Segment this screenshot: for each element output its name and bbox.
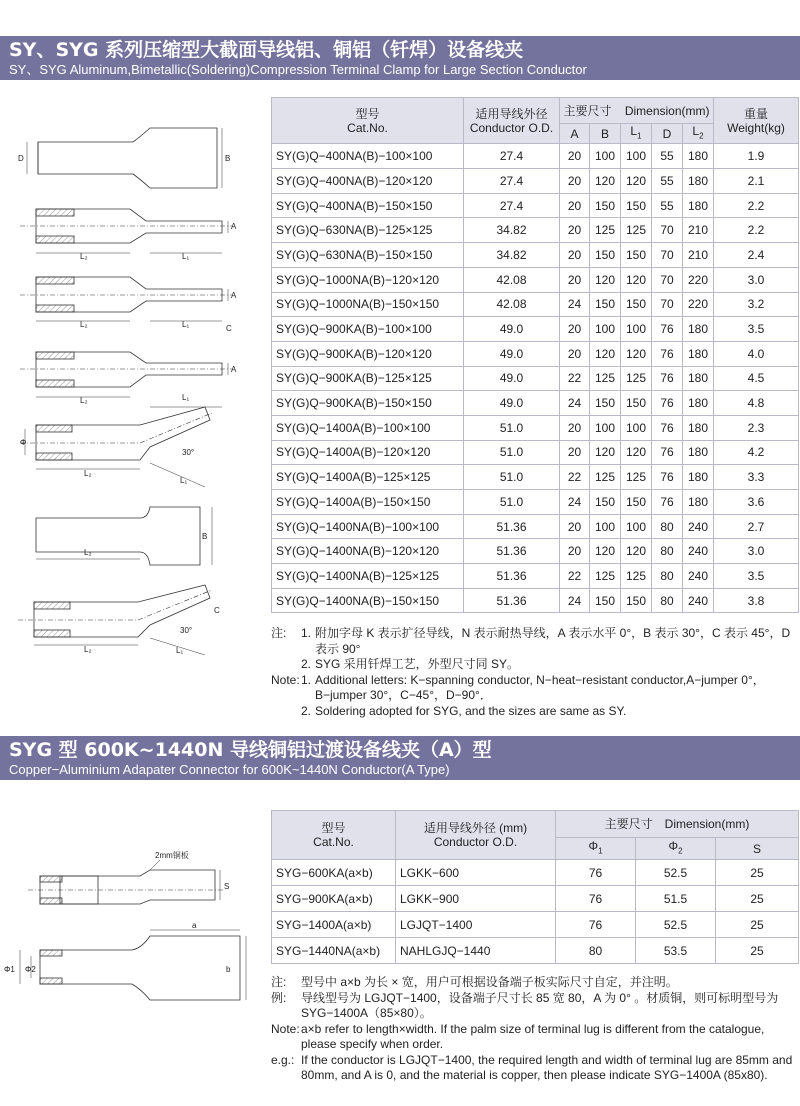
- table-cell: SYG−900KA(a×b): [272, 886, 396, 912]
- table-cell: 180: [683, 415, 714, 440]
- table-cell: 180: [683, 391, 714, 416]
- table-cell: 76: [556, 912, 636, 938]
- table-row: [272, 886, 799, 912]
- header-B: B: [590, 124, 621, 144]
- table-cell: 3.8: [714, 588, 799, 613]
- table-cell: 20: [560, 539, 590, 564]
- note-en-1: Note: 1. Additional letters: K−spanning conductor, N−heat−resistant conductor,A−jumper 0°，B−jumper 30°，C−45°，D−90°．: [271, 672, 765, 702]
- table-cell: 125: [590, 366, 621, 391]
- table-cell: 80: [652, 539, 683, 564]
- table-cell: SY(G)Q−1400NA(B)−125×125: [272, 564, 464, 589]
- table-cell: 120: [621, 440, 652, 465]
- table-row: [272, 169, 799, 194]
- table-cell: 4.5: [714, 366, 799, 391]
- table-cell: 20: [560, 440, 590, 465]
- table-cell: 80: [556, 938, 636, 964]
- table-cell: 22: [560, 564, 590, 589]
- table-cell: 20: [560, 144, 590, 169]
- table-cell: 120: [621, 267, 652, 292]
- label-B: B: [225, 154, 231, 163]
- table-cell: SY(G)Q−1400A(B)−120×120: [272, 440, 464, 465]
- table-cell: 3.3: [714, 465, 799, 490]
- label-A: A: [231, 222, 237, 231]
- table-cell: 20: [560, 317, 590, 342]
- note-cn-example: 例: 导线型号为 LGJQT−1400，设备端子尺寸长 85 宽 80，A 为 0° 。材质铜，则可标明型号为 SYG−1400A（85×80）。: [271, 990, 779, 1020]
- table-cell: 100: [621, 514, 652, 539]
- table-cell: 49.0: [464, 366, 560, 391]
- table-cell: 240: [683, 564, 714, 589]
- table-row: [272, 292, 799, 317]
- drawing-clamp-section-2: [20, 277, 237, 333]
- table-cell: SY(G)Q−1400A(B)−125×125: [272, 465, 464, 490]
- table-row: [272, 391, 799, 416]
- table-cell: 150: [621, 391, 652, 416]
- table-cell: 180: [683, 144, 714, 169]
- table-row: [272, 144, 799, 169]
- header-model: 型号 Cat.No.: [272, 811, 396, 860]
- table-cell: 76: [652, 366, 683, 391]
- table-cell: 76: [556, 886, 636, 912]
- table-cell: 100: [621, 144, 652, 169]
- table-cell: 3.0: [714, 267, 799, 292]
- table-cell: 150: [621, 243, 652, 268]
- table-cell: 70: [652, 243, 683, 268]
- table-cell: SY(G)Q−630NA(B)−150×150: [272, 243, 464, 268]
- label-phi1: Φ1: [4, 965, 15, 974]
- label-L2: L₂: [84, 645, 92, 654]
- table-cell: 20: [560, 218, 590, 243]
- table-cell: 150: [590, 243, 621, 268]
- table-cell: 25: [716, 938, 799, 964]
- table-row: [272, 243, 799, 268]
- table-cell: 34.82: [464, 218, 560, 243]
- table-cell: 180: [683, 341, 714, 366]
- table-cell: 76: [652, 341, 683, 366]
- label-A: A: [231, 365, 237, 374]
- table-cell: 20: [560, 415, 590, 440]
- table-cell: 120: [590, 267, 621, 292]
- label-B: B: [202, 532, 208, 541]
- table-cell: 20: [560, 243, 590, 268]
- table-cell: 53.5: [636, 938, 716, 964]
- table-cell: SY(G)Q−400NA(B)−150×150: [272, 193, 464, 218]
- label-D: D: [18, 154, 24, 163]
- table-cell: SY(G)Q−400NA(B)−100×100: [272, 144, 464, 169]
- header-conductor-od: 适用导线外径 Conductor O.D.: [464, 98, 560, 144]
- header-dimension: 主要尺寸 Dimension(mm): [556, 811, 799, 838]
- table-cell: 2.7: [714, 514, 799, 539]
- table-cell: 49.0: [464, 317, 560, 342]
- table-cell: SY(G)Q−1400A(B)−150×150: [272, 490, 464, 515]
- table-cell: 150: [621, 292, 652, 317]
- table-cell: 100: [590, 415, 621, 440]
- table-cell: LGJQT−1400: [396, 912, 556, 938]
- table-row: [272, 564, 799, 589]
- table-cell: 4.8: [714, 391, 799, 416]
- table-cell: 100: [590, 317, 621, 342]
- header-A: A: [560, 124, 590, 144]
- section1-technical-drawings: [0, 95, 262, 655]
- table-cell: 4.0: [714, 341, 799, 366]
- section2-notes: [271, 975, 799, 1084]
- table-cell: 55: [652, 193, 683, 218]
- label-C: C: [226, 324, 232, 333]
- table-cell: 220: [683, 292, 714, 317]
- table-cell: 80: [652, 514, 683, 539]
- table-cell: 150: [621, 193, 652, 218]
- table-cell: 51.36: [464, 564, 560, 589]
- section1-notes: [271, 626, 799, 719]
- table-cell: 20: [560, 267, 590, 292]
- table-row: [272, 317, 799, 342]
- table-cell: 120: [590, 539, 621, 564]
- table-cell: 150: [590, 490, 621, 515]
- table-cell: 180: [683, 440, 714, 465]
- table-cell: 125: [621, 366, 652, 391]
- table-cell: SYG−1400A(a×b): [272, 912, 396, 938]
- table-cell: 76: [652, 465, 683, 490]
- table-row: [272, 366, 799, 391]
- table-cell: 22: [560, 366, 590, 391]
- table-cell: 20: [560, 341, 590, 366]
- table-cell: 24: [560, 391, 590, 416]
- drawing-clamp-outline: [18, 128, 230, 188]
- note-cn-1: 注: 1. 附加字母 K 表示扩径导线，N 表示耐热导线，A 表示水平 0°，B 表示 30°，C 表示 45°，D 表示 90°: [271, 626, 791, 656]
- table-cell: 51.0: [464, 465, 560, 490]
- label-angle: 30°: [180, 626, 193, 635]
- label-C: C: [214, 606, 220, 615]
- table-cell: 51.5: [636, 886, 716, 912]
- table-cell: 51.36: [464, 514, 560, 539]
- table-cell: 55: [652, 169, 683, 194]
- section1-title-en: SY、SYG Aluminum,Bimetallic(Soldering)Compression Terminal Clamp for Large Section Conductor: [9, 62, 587, 77]
- label-angle: 30°: [182, 448, 195, 457]
- header-D: D: [652, 124, 683, 144]
- table-cell: NAHLGJQ−1440: [396, 938, 556, 964]
- table-cell: SY(G)Q−900KA(B)−120×120: [272, 341, 464, 366]
- table-cell: 150: [590, 391, 621, 416]
- header-conductor-od: 适用导线外径 (mm) Conductor O.D.: [396, 811, 556, 860]
- table-cell: 80: [652, 564, 683, 589]
- note-en-1: Note: a×b refer to length×width. If the palm size of terminal lug is different from the catalogue, please specify when order.: [271, 1021, 765, 1051]
- table-cell: 52.5: [636, 912, 716, 938]
- section2-spec-table: [271, 810, 799, 964]
- header-L2: $L_2$: [683, 124, 714, 144]
- table-cell: 220: [683, 267, 714, 292]
- header-S: S: [716, 838, 799, 860]
- label-L1: L₁: [182, 252, 190, 261]
- note-en-example: e.g.: If the conductor is LGJQT−1400, the required length and width of terminal lug are 85mm and 80mm, and A is 0, and the material is copper, then please indicate SYG−1400A (85x80).: [271, 1052, 793, 1082]
- section1-table-body: [272, 144, 799, 613]
- table-cell: 125: [590, 465, 621, 490]
- table-cell: 180: [683, 317, 714, 342]
- table-row: [272, 514, 799, 539]
- table-cell: 240: [683, 539, 714, 564]
- table-row: [272, 860, 799, 886]
- drawing-clamp-angled-2: [18, 585, 220, 655]
- label-a: a: [192, 921, 197, 930]
- table-cell: 2.2: [714, 193, 799, 218]
- table-cell: 180: [683, 366, 714, 391]
- table-cell: 27.4: [464, 169, 560, 194]
- table-cell: 27.4: [464, 193, 560, 218]
- table-cell: 2.1: [714, 169, 799, 194]
- table-cell: 76: [652, 391, 683, 416]
- table-row: [272, 415, 799, 440]
- table-cell: LGKK−900: [396, 886, 556, 912]
- table-cell: 100: [590, 144, 621, 169]
- table-cell: 42.08: [464, 292, 560, 317]
- table-row: [272, 341, 799, 366]
- table-cell: SY(G)Q−400NA(B)−120×120: [272, 169, 464, 194]
- label-L2: L₂: [84, 469, 92, 478]
- table-cell: 20: [560, 193, 590, 218]
- table-cell: SY(G)Q−1400NA(B)−150×150: [272, 588, 464, 613]
- drawing-clamp-section-1: [20, 209, 237, 261]
- table-cell: 3.0: [714, 539, 799, 564]
- label-phi2: Φ2: [25, 965, 36, 974]
- table-cell: 100: [621, 415, 652, 440]
- table-cell: 76: [652, 415, 683, 440]
- label-b: b: [226, 965, 231, 974]
- table-cell: 150: [621, 588, 652, 613]
- header-weight: 重量 Weight(kg): [714, 98, 799, 144]
- note-en-2: 2. Soldering adopted for SYG, and the sizes are same as SY.: [301, 703, 627, 718]
- table-cell: 180: [683, 465, 714, 490]
- table-cell: 76: [556, 860, 636, 886]
- table-cell: 180: [683, 169, 714, 194]
- table-cell: 210: [683, 243, 714, 268]
- table-cell: 150: [590, 588, 621, 613]
- table-cell: 120: [621, 341, 652, 366]
- table-cell: 51.36: [464, 539, 560, 564]
- table-cell: 42.08: [464, 267, 560, 292]
- table-cell: 4.2: [714, 440, 799, 465]
- table-cell: 125: [590, 218, 621, 243]
- header-phi2: $\Phi_2$: [636, 838, 716, 860]
- table-row: [272, 465, 799, 490]
- label-L2: L₂: [80, 252, 88, 261]
- table-cell: 24: [560, 490, 590, 515]
- table-cell: 125: [621, 218, 652, 243]
- table-cell: 100: [621, 317, 652, 342]
- label-A: A: [231, 291, 237, 300]
- table-row: [272, 193, 799, 218]
- table-cell: 76: [652, 440, 683, 465]
- table-row: [272, 539, 799, 564]
- label-L1: L₁: [182, 393, 190, 402]
- drawing-clamp-section-3: [20, 352, 237, 407]
- table-cell: 52.5: [636, 860, 716, 886]
- drawing-clamp-angled-1: [20, 407, 212, 487]
- drawing-clamp-outline-2: [36, 507, 212, 565]
- table-cell: SYG−600KA(a×b): [272, 860, 396, 886]
- note-cn-2: 2. SYG 采用钎焊工艺，外型尺寸同 SY。: [301, 657, 520, 671]
- note-cn-1: 注: 型号中 a×b 为长 × 宽，用户可根据设备端子板实际尺寸自定，并注明。: [271, 975, 678, 989]
- table-cell: 2.4: [714, 243, 799, 268]
- table-cell: 120: [621, 169, 652, 194]
- table-cell: 76: [652, 317, 683, 342]
- table-cell: 180: [683, 490, 714, 515]
- table-cell: 150: [621, 490, 652, 515]
- table-cell: 76: [652, 490, 683, 515]
- drawing-adapter-top: [28, 850, 229, 904]
- table-cell: 100: [590, 514, 621, 539]
- table-cell: 2.2: [714, 218, 799, 243]
- section2-title-cn: SYG 型 600K~1440N 导线铜铝过渡设备线夹（A）型: [9, 739, 492, 761]
- section1-header: [0, 36, 800, 80]
- table-cell: 210: [683, 218, 714, 243]
- table-cell: 49.0: [464, 391, 560, 416]
- table-cell: 240: [683, 514, 714, 539]
- table-cell: 51.0: [464, 415, 560, 440]
- section1-title-cn: SY、SYG 系列压缩型大截面导线铝、铜铝（钎焊）设备线夹: [9, 39, 524, 61]
- table-cell: SY(G)Q−1400NA(B)−120×120: [272, 539, 464, 564]
- label-phi: Φ: [20, 438, 27, 447]
- table-cell: 49.0: [464, 341, 560, 366]
- label-L1: L₁: [176, 646, 184, 655]
- section2-header: [0, 736, 800, 780]
- table-cell: 180: [683, 193, 714, 218]
- table-cell: 25: [716, 912, 799, 938]
- table-cell: 3.5: [714, 317, 799, 342]
- table-cell: SY(G)Q−900KA(B)−150×150: [272, 391, 464, 416]
- table-cell: 3.2: [714, 292, 799, 317]
- table-cell: 3.6: [714, 490, 799, 515]
- table-cell: SY(G)Q−900KA(B)−125×125: [272, 366, 464, 391]
- table-cell: 120: [590, 341, 621, 366]
- table-cell: 20: [560, 169, 590, 194]
- section2-title-en: Copper−Aluminium Adapater Connector for 600K~1440N Conductor(A Type): [9, 762, 450, 777]
- table-cell: 125: [621, 564, 652, 589]
- table-cell: 25: [716, 886, 799, 912]
- table-row: [272, 218, 799, 243]
- table-row: [272, 938, 799, 964]
- label-L2: L₂: [80, 320, 88, 329]
- label-plate: 2mm铜板: [155, 851, 189, 860]
- section1-spec-table: [271, 97, 799, 613]
- table-cell: SY(G)Q−1400A(B)−100×100: [272, 415, 464, 440]
- table-cell: 55: [652, 144, 683, 169]
- table-cell: 24: [560, 588, 590, 613]
- table-cell: 51.0: [464, 490, 560, 515]
- table-row: [272, 440, 799, 465]
- table-cell: 3.5: [714, 564, 799, 589]
- table-cell: 80: [652, 588, 683, 613]
- table-cell: 120: [621, 539, 652, 564]
- header-dimension: 主要尺寸 Dimension(mm): [560, 98, 714, 124]
- label-L1: L₁: [182, 320, 190, 329]
- table-cell: 20: [560, 514, 590, 539]
- table-cell: 25: [716, 860, 799, 886]
- section2-table-body: [272, 860, 799, 964]
- table-cell: 27.4: [464, 144, 560, 169]
- label-L2: L₂: [84, 548, 92, 557]
- table-row: [272, 912, 799, 938]
- table-cell: 22: [560, 465, 590, 490]
- table-cell: 125: [590, 564, 621, 589]
- table-cell: 150: [590, 292, 621, 317]
- header-phi1: $\Phi_1$: [556, 838, 636, 860]
- table-cell: 70: [652, 267, 683, 292]
- table-cell: SY(G)Q−900KA(B)−100×100: [272, 317, 464, 342]
- table-row: [272, 588, 799, 613]
- table-cell: SY(G)Q−1000NA(B)−150×150: [272, 292, 464, 317]
- label-L2: L₂: [80, 396, 88, 405]
- table-cell: 120: [590, 440, 621, 465]
- table-cell: SY(G)Q−1400NA(B)−100×100: [272, 514, 464, 539]
- table-cell: 70: [652, 218, 683, 243]
- table-cell: LGKK−600: [396, 860, 556, 886]
- header-model: 型号 Cat.No.: [272, 98, 464, 144]
- label-L1: L₁: [180, 476, 188, 485]
- label-S: S: [224, 882, 230, 891]
- table-cell: SY(G)Q−1000NA(B)−120×120: [272, 267, 464, 292]
- table-cell: 2.3: [714, 415, 799, 440]
- table-cell: SY(G)Q−630NA(B)−125×125: [272, 218, 464, 243]
- table-cell: 1.9: [714, 144, 799, 169]
- table-cell: 150: [590, 193, 621, 218]
- table-cell: 70: [652, 292, 683, 317]
- table-cell: 240: [683, 588, 714, 613]
- section2-technical-drawings: [0, 850, 262, 1010]
- table-cell: 125: [621, 465, 652, 490]
- table-cell: 51.0: [464, 440, 560, 465]
- drawing-adapter-bottom: [4, 921, 246, 1000]
- table-cell: 120: [590, 169, 621, 194]
- table-cell: SYG−1440NA(a×b): [272, 938, 396, 964]
- table-row: [272, 490, 799, 515]
- table-cell: 34.82: [464, 243, 560, 268]
- table-cell: 51.36: [464, 588, 560, 613]
- table-row: [272, 267, 799, 292]
- table-cell: 24: [560, 292, 590, 317]
- header-L1: $L_1$: [621, 124, 652, 144]
